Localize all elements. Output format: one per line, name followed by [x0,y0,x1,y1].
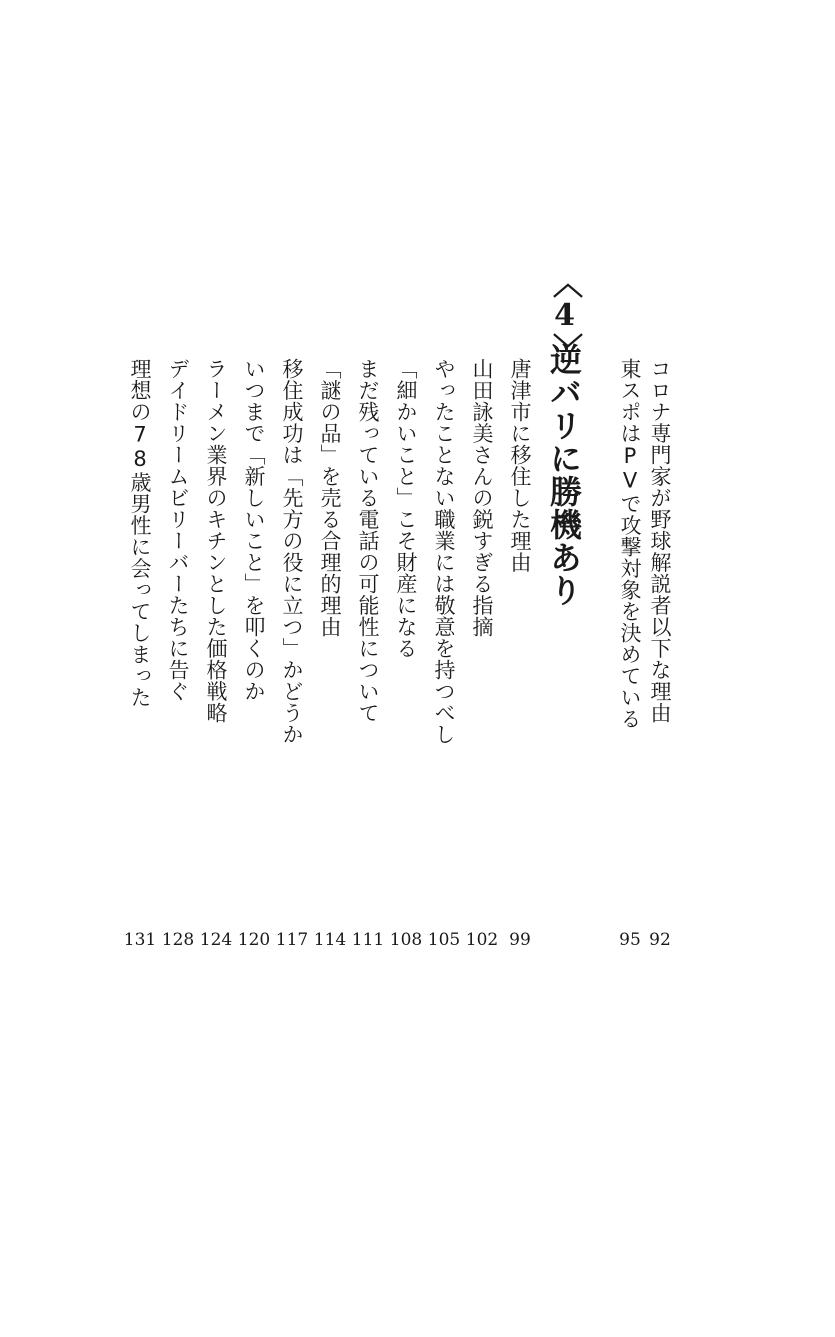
toc-entry[interactable] [120,0,160,1337]
toc-entry-title: 移住成功は「先方の役に立つ」かどうか [280,358,304,745]
toc-entry[interactable] [348,0,388,1337]
toc-entry[interactable] [386,0,426,1337]
toc-entry-page: 111 [351,930,385,950]
chapter-number: 〈4〉 [547,268,582,363]
toc-entry-title: いつまで「新しいこと」を叩くのか [242,358,266,702]
toc-entry-title: デイドリームビリーバーたちに告ぐ [166,358,190,702]
toc-entry-page: 120 [237,930,271,950]
toc-entry-page: 105 [427,930,461,950]
chapter-title: 逆バリに勝機あり [545,343,583,607]
toc-entry-title: 唐津市に移住した理由 [508,358,532,573]
toc-entry[interactable] [424,0,464,1337]
toc-entry-title: ラーメン業界のキチンとした価格戦略 [204,358,228,724]
toc-entry[interactable] [462,0,502,1337]
toc-entry-title: コロナ専門家が野球解説者以下な理由 [648,358,672,724]
chapter-heading [537,268,591,608]
toc-entry[interactable] [310,0,350,1337]
toc-entry-page: 92 [649,930,671,950]
toc-entry-page: 102 [465,930,499,950]
toc-entry[interactable] [234,0,274,1337]
toc-entry-page: 128 [161,930,195,950]
toc-entry-title: まだ残っている電話の可能性について [356,358,380,724]
toc-entry-page: 95 [619,930,641,950]
toc-entry-page: 131 [123,930,157,950]
toc-entry-page: 117 [275,930,309,950]
toc-entry-title: 理想の78歳男性に会ってしまった [128,358,152,708]
toc-entry[interactable] [158,0,198,1337]
toc-entry-title: やったことない職業には敬意を持つべし [432,358,456,745]
toc-entry[interactable] [272,0,312,1337]
toc-entry-page: 114 [313,930,347,950]
toc-entry-page: 124 [199,930,233,950]
toc-entry-title: 「謎の品」を売る合理的理由 [318,358,342,638]
toc-entry-title: 「細かいこと」こそ財産になる [394,358,418,659]
toc-entry-title: 山田詠美さんの鋭すぎる指摘 [470,358,494,638]
toc-entry[interactable] [610,0,650,1337]
toc-entry[interactable] [500,0,540,1337]
toc-entry-page: 108 [389,930,423,950]
toc-entry-title: 東スポはPVで攻撃対象を決めている [618,358,642,730]
toc-entry[interactable] [196,0,236,1337]
toc-entry-page: 99 [509,930,531,950]
